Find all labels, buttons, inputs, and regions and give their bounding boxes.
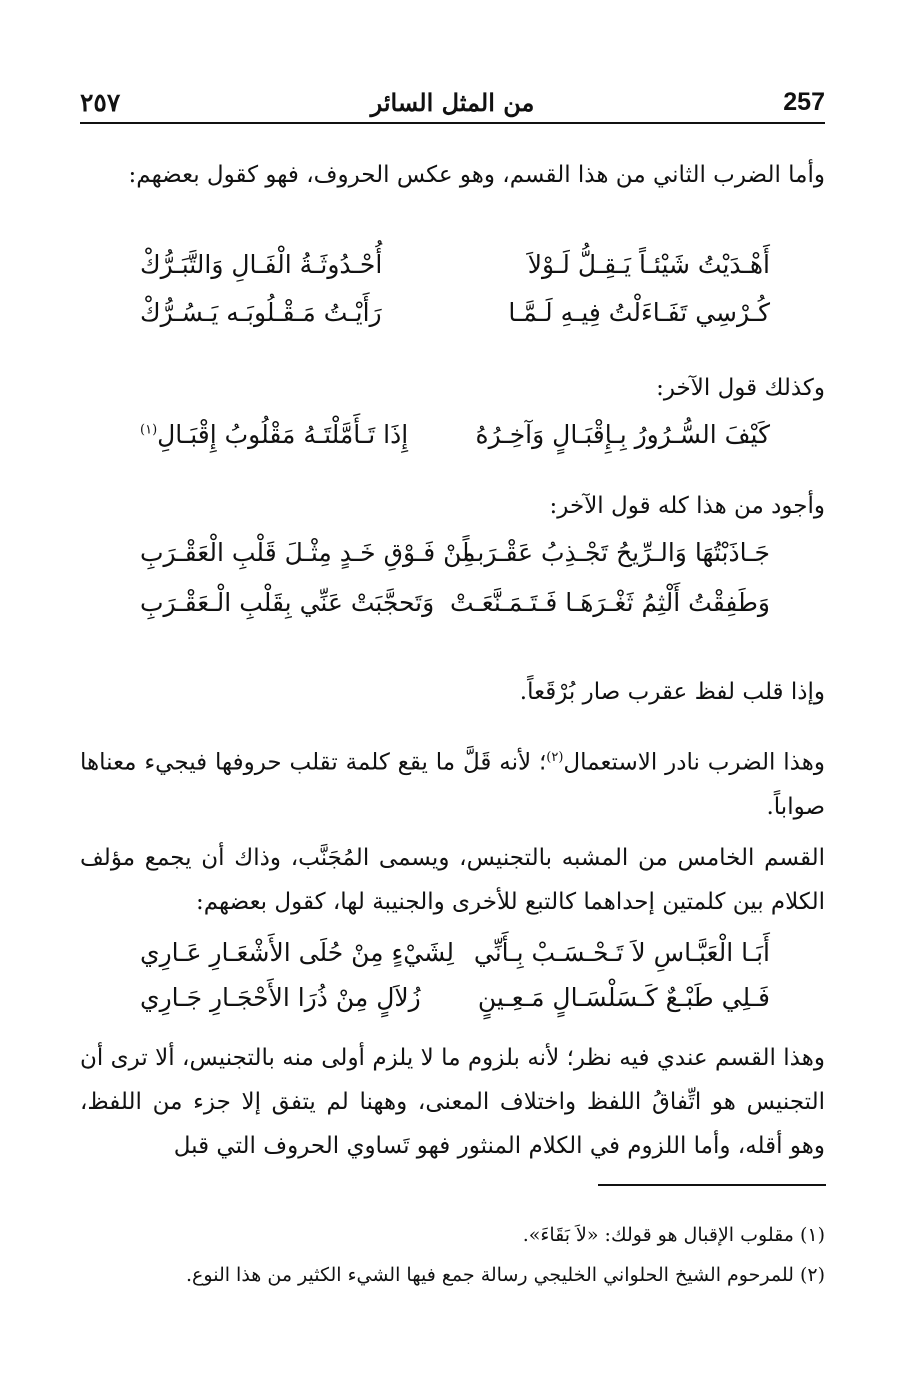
- paragraph-6: القسم الخامس من المشبه بالتجنيس، ويسمى المُجَنَّب، وذاك أن يجمع مؤلف الكلام بين كلمتين إحداهما كالتبع للأخرى والجنيبة لها، كقول بعضهم:: [80, 845, 825, 915]
- verse-5: [120, 588, 770, 632]
- verse-6: [120, 938, 770, 982]
- verse-4-second-hemistich: مِنْ فَـوْقِ خَـدٍ مِثْـلَ قَلْبِ الْعَقْـرَبِ: [140, 538, 476, 567]
- page-number-arabic: ٢٥٧: [80, 88, 121, 117]
- verse-7: [120, 983, 770, 1027]
- paragraph-2: وكذلك قول الآخر:: [656, 375, 825, 401]
- verse-2-second-hemistich: رَأَيْـتُ مَـقْـلُوبَـه يَـسُـرُّكْ: [140, 298, 382, 327]
- footnote-separator: [598, 1184, 826, 1186]
- verse-7-second-hemistich: زُلاَلٍ مِنْ ذُرَا الأَحْجَـارِ جَـارِي: [140, 983, 421, 1012]
- verse-4: [120, 538, 770, 582]
- footnote-1: (١) مقلوب الإقبال هو قولك: «لاَ بَقَاءَ».: [522, 1224, 825, 1246]
- verse-3-second-text: إِذَا تَـأَمَّلْتَـهُ مَقْلُوبُ إِقْبَـالِ: [157, 420, 409, 449]
- paragraph-3: وأجود من هذا كله قول الآخر:: [549, 493, 825, 519]
- verse-3: [120, 420, 770, 464]
- verse-4-first-hemistich: جَـاذَبْتُهَا وَالـرِّيحُ تَجْـذِبُ عَقْـرَبـاً: [462, 538, 770, 567]
- verse-3-second-hemistich: [140, 420, 408, 449]
- footnote-2: (٢) للمرحوم الشيخ الحلواني الخليجي رسالة جمع فيها الشيء الكثير من هذا النوع.: [186, 1264, 825, 1286]
- page-header: [80, 88, 825, 124]
- verse-6-first-hemistich: أَبَـا الْعَبَّـاسِ لاَ تَـحْـسَـبْ بِـأَنِّي: [473, 938, 770, 967]
- paragraph-5-end: ؛ لأنه قَلَّ ما يقع كلمة تقلب حروفها فيجيء معناها صواباً.: [80, 749, 825, 820]
- paragraph-7: وهذا القسم عندي فيه نظر؛ لأنه بلزوم ما لا يلزم أولى منه بالتجنيس، ألا ترى أن التجنيس هو اتِّفاقُ اللفظ واختلاف المعنى، وههنا لم يتفق إلا جزء من اللفظ، وهو أقله، وأما اللزوم في الكلام المنثور فهو تَساوي الحروف التي قبل: [80, 1045, 825, 1159]
- running-title: من المثل السائر: [370, 88, 535, 117]
- verse-3-first-hemistich: كَيْفَ السُّـرُورُ بِـإِقْبَـالٍ وَآخِـرُهُ: [475, 420, 770, 449]
- paragraph-1: وأما الضرب الثاني من هذا القسم، وهو عكس الحروف، فهو كقول بعضهم:: [128, 162, 825, 188]
- verse-1: [120, 250, 770, 294]
- verse-1-first-hemistich: أَهْـدَيْتُ شَيْئـاً يَـقِـلُّ لَـوْلاَ: [527, 250, 770, 279]
- verse-5-first-hemistich: وَطَفِقْتُ أَلْثِمُ ثَغْـرَهَـا فَـتَـمَـنَّعَـتْ: [449, 588, 770, 617]
- verse-5-second-hemistich: وَتَحجَّبَتْ عَنِّي بِقَلْبِ الْـعَقْـرَبِ: [140, 588, 435, 617]
- verse-1-second-hemistich: أُحْـدُوثَـةُ الْفَـالِ وَالتَّبَـرُّكْ: [140, 250, 383, 279]
- footnote-ref-2: (٢): [546, 750, 564, 765]
- paragraph-4: وإذا قلب لفظ عقرب صار بُرْقَعاً.: [519, 679, 825, 705]
- verse-2-first-hemistich: كُـرْسِي تَفَـاءَلْتُ فِيـهِ لَـمَّـا: [508, 298, 770, 327]
- page-number-latin: 257: [783, 88, 825, 116]
- paragraph-5: [80, 736, 825, 829]
- verse-2: [120, 298, 770, 342]
- verse-6-second-hemistich: لِشَيْءٍ مِنْ حُلَى الأَشْعَـارِ عَـارِي: [140, 938, 455, 967]
- verse-7-first-hemistich: فَـلِي طَبْـعٌ كَـسَلْسَـالٍ مَـعِـينٍ: [477, 983, 770, 1012]
- footnote-ref-1: (١): [140, 422, 158, 438]
- paragraph-5-start: وهذا الضرب نادر الاستعمال: [563, 749, 825, 776]
